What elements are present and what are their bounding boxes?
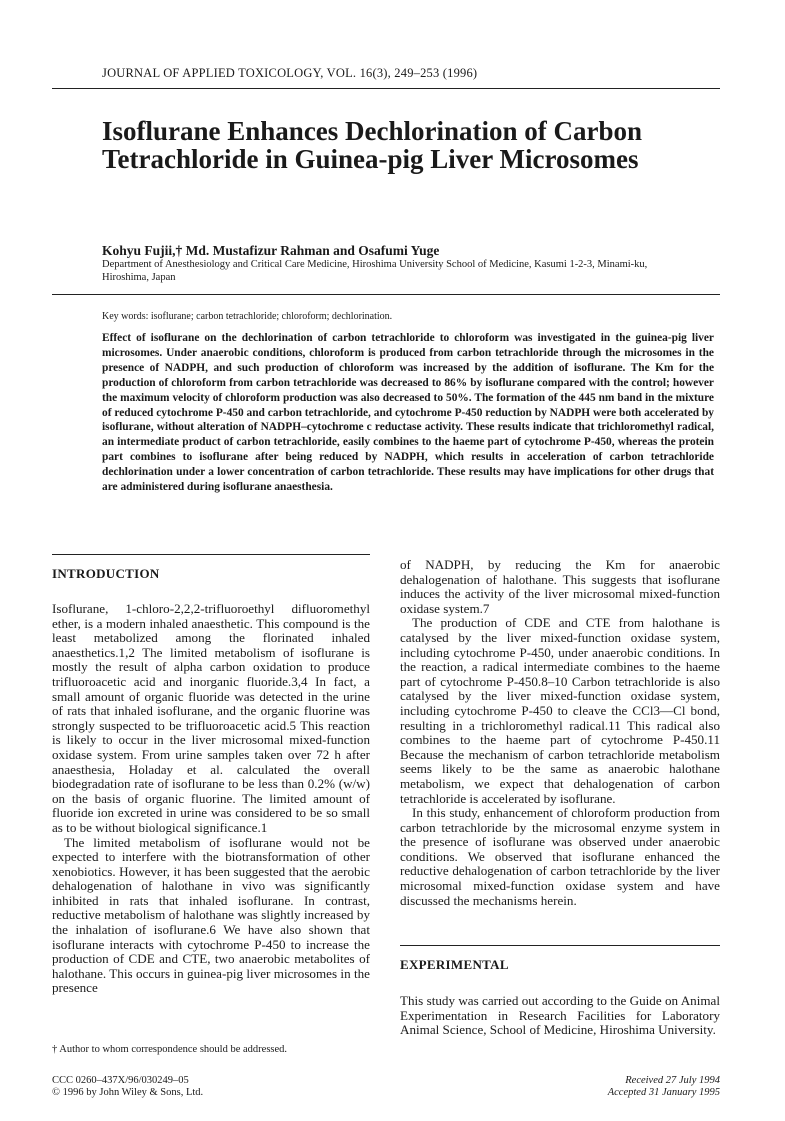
experimental-paragraph-1: This study was carried out according to the Guide on Animal Experimentation in Research Facilities for Laboratory Animal Science, School of Medicine, Hiroshima University. — [400, 993, 720, 1038]
abstract: Effect of isoflurane on the dechlorination of carbon tetrachloride to chloroform was investigated in the guinea-pig liver microsomes. Under anaerobic conditions, chloroform is produced from carbon tetrachloride through the microsomes in the presence of NADPH, and such production of chloroform was increased by the addition of isoflurane. The Km for the production of chloroform from carbon tetrachloride was decreased to 86% by isoflurane compared with the control; however the maximum velocity of chloroform production was also decreased to 50%. The formation of the 445 nm band in the mixture of reduced cytochrome P-450 and carbon tetrachloride, and cytochrome P-450 reduction by NADPH were both accelerated by isoflurane, without alteration of NADPH–cytochrome c reductase activity. These results indicate that trichloromethyl radical, an intermediate product of carbon tetrachloride, easily combines to the haeme part of cytochrome P-450, whereas the protein part combines to isoflurane after being reduced by NADPH, which results in acceleration of carbon tetrachloride dechlorination under a lower concentration of carbon tetrachloride. These results may have implications for other drugs that are administered during isoflurane anaesthesia. — [102, 332, 714, 494]
correspondence-footnote: † Author to whom correspondence should be addressed. — [52, 1044, 288, 1055]
received-date: Received 27 July 1994 — [625, 1075, 720, 1086]
experimental-rule — [400, 945, 720, 946]
journal-header: JOURNAL OF APPLIED TOXICOLOGY, VOL. 16(3), 249–253 (1996) — [102, 66, 478, 80]
right-column — [400, 558, 720, 908]
keywords: Key words: isoflurane; carbon tetrachloride; chloroform; dechlorination. — [102, 311, 393, 322]
right-paragraph-1: of NADPH, by reducing the Km for anaerobic dehalogenation of halothane. This suggests that isoflurane induces the activity of the liver microsomal mixed-function oxidase system.7 — [400, 557, 720, 616]
authors: Kohyu Fujii,† Md. Mustafizur Rahman and Osafumi Yuge — [102, 243, 440, 258]
intro-rule — [52, 554, 370, 555]
introduction-heading: INTRODUCTION — [52, 566, 160, 581]
accepted-date: Accepted 31 January 1995 — [607, 1087, 720, 1098]
article-title: Isoflurane Enhances Dechlorination of Carbon Tetrachloride in Guinea-pig Liver Microsomes — [102, 116, 643, 174]
right-paragraph-2: The production of CDE and CTE from halothane is catalysed by the liver mixed-function oxidase system, including cytochrome P-450, under anaerobic conditions. In the reaction, a radical intermediate combines to the haeme part of cytochrome P-450.8–10 Carbon tetrachloride is also catalysed by the liver mixed-function oxidase system, including cytochrome P-450 to cleave the CCl3—Cl bond, resulting in a trichloromethyl radical.11 This radical also combines to the haeme part of cytochrome P-450.11 Because the mechanism of carbon tetrachloride metabolism seems likely to be the same as anaerobic halothane metabolism, we expect that dehalogenation of carbon tetrachloride is accelerated by isoflurane. — [400, 615, 720, 806]
right-paragraph-3: In this study, enhancement of chloroform production from carbon tetrachloride by the microsomal enzyme system in the presence of isoflurane was observed under anaerobic conditions. We observed that isoflurane enhanced the reductive dehalogenation of carbon tetrachloride by the liver microsomal mixed-function oxidase system and have discussed the mechanisms herein. — [400, 805, 720, 908]
intro-paragraph-1: Isoflurane, 1-chloro-2,2,2-trifluoroethyl difluoromethyl ether, is a modern inhaled anaesthetic. This compound is the least metabolized among the florinated inhaled anaesthetics.1,2 The limited metabolism of isoflurane is mostly the result of alpha carbon oxidation to produce trifluoroacetic acid and inorganic fluoride.3,4 In fact, a small amount of organic fluoride was detected in the urine of rats that inhaled isoflurane, and the organic fluorine was strongly suspected to be trifluoroacetic acid.5 This reaction is likely to occur in the liver microsomal mixed-function oxidase system. From urine samples taken over 72 h after anaesthesia, Holaday et al. calculated the overall biodegradation rate of isoflurane to be less than 0.2% (w/w) on the basis of organic fluorine. The limited amount of fluoride ion excreted in urine was considered to be so small as to be without biological significance.1 — [52, 601, 370, 835]
experimental-text — [400, 994, 720, 1038]
copyright-block — [52, 1075, 203, 1099]
left-column — [52, 602, 370, 996]
intro-paragraph-2: The limited metabolism of isoflurane would not be expected to interfere with the biotransformation of other xenobiotics. However, it has been suggested that the aerobic dehalogenation of halothane in vivo was significantly inhibited in rats that inhaled isoflurane. In contrast, reductive metabolism of halothane was slightly increased by the inhalation of isoflurane.6 We have also shown that isoflurane interacts with cytochrome P-450 to increase the production of CDE and CTE, two anaerobic metabolites of halothane. This occurs in guinea-pig liver microsomes in the presence — [52, 834, 370, 996]
affiliation: Department of Anesthesiology and Critical Care Medicine, Hiroshima University School of Medicine, Kasumi 1-2-3, Minami-ku, Hiroshima, Japan — [102, 259, 648, 283]
dates-block — [560, 1075, 720, 1099]
header-rule — [52, 88, 720, 89]
ccc-code: CCC 0260–437X/96/030249–05 — [52, 1075, 189, 1086]
affiliation-rule — [52, 294, 720, 295]
experimental-heading: EXPERIMENTAL — [400, 957, 509, 972]
copyright-line: © 1996 by John Wiley & Sons, Ltd. — [52, 1087, 204, 1098]
